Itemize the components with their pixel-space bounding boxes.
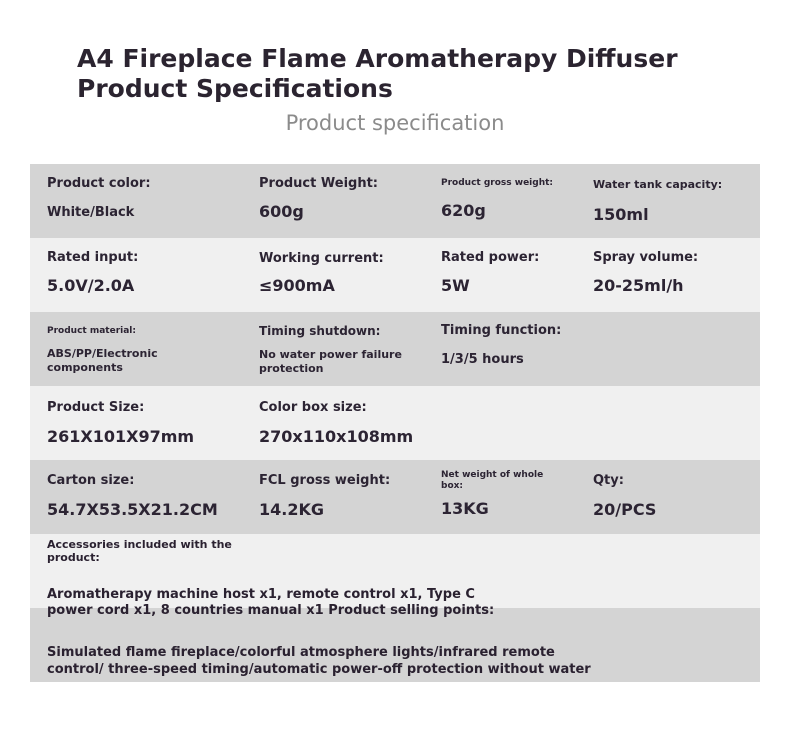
spec-cell-product-weight xyxy=(259,176,378,222)
spec-value: 20-25ml/h xyxy=(593,276,684,295)
spec-cell-product-color xyxy=(47,176,151,221)
spec-label: Water tank capacity: xyxy=(593,178,723,191)
spec-label: Product Size: xyxy=(47,400,145,415)
spec-cell-color-box-size xyxy=(259,400,413,447)
spec-cell-timing-function xyxy=(441,323,561,368)
spec-label: FCL gross weight: xyxy=(259,473,391,488)
spec-cell-timing-shutdown xyxy=(259,323,419,376)
spec-value: 600g xyxy=(259,202,304,221)
selling-points-text: Simulated flame fireplace/colorful atmosphere lights/infrared remote control/ three-speed timing/automatic power-off protection without water xyxy=(47,645,591,677)
spec-row-color-weight xyxy=(30,164,760,238)
spec-cell-spray-volume xyxy=(593,250,698,296)
spec-row-accessories xyxy=(30,534,760,682)
spec-cell-material xyxy=(47,326,207,375)
spec-cell-rated-power xyxy=(441,250,539,296)
spec-label: Qty: xyxy=(593,473,624,488)
spec-cell-fcl-gross-weight xyxy=(259,473,390,520)
spec-value: 20/PCS xyxy=(593,500,657,519)
spec-value: ≤900mA xyxy=(259,276,335,295)
spec-label: Timing shutdown: xyxy=(259,324,381,338)
spec-label: Carton size: xyxy=(47,473,135,488)
spec-value: White/Black xyxy=(47,205,135,220)
spec-value: 261X101X97mm xyxy=(47,427,195,446)
spec-label: Product material: xyxy=(47,326,136,336)
spec-label: Rated power: xyxy=(441,250,540,265)
spec-cell-rated-input xyxy=(47,250,138,296)
spec-value: 270x110x108mm xyxy=(259,427,414,446)
page-title: A4 Fireplace Flame Aromatherapy Diffuser Product Specifications xyxy=(77,44,678,103)
spec-cell-carton-size xyxy=(47,473,218,520)
spec-label: Product Weight: xyxy=(259,176,378,191)
spec-table xyxy=(30,164,760,682)
spec-row-electrical xyxy=(30,238,760,312)
spec-value: 1/3/5 hours xyxy=(441,352,524,367)
spec-value: No water power failure protection xyxy=(259,348,402,375)
spec-label: Product color: xyxy=(47,176,151,191)
spec-cell-working-current xyxy=(259,251,384,296)
spec-label: Working current: xyxy=(259,251,384,266)
spec-label: Color box size: xyxy=(259,400,367,415)
spec-cell-net-weight xyxy=(441,470,551,519)
spec-cell-gross-weight xyxy=(441,178,553,221)
spec-row-sizes xyxy=(30,386,760,460)
spec-label: Timing function: xyxy=(441,323,562,338)
spec-row-carton xyxy=(30,460,760,534)
spec-cell-product-size xyxy=(47,400,194,447)
spec-cell-qty xyxy=(593,473,656,520)
spec-label: Spray volume: xyxy=(593,250,699,265)
spec-value: 5.0V/2.0A xyxy=(47,276,135,295)
spec-value: 620g xyxy=(441,201,486,220)
spec-label: Rated input: xyxy=(47,250,139,265)
spec-value: 13KG xyxy=(441,499,489,518)
accessories-text: Aromatherapy machine host x1, remote control x1, Type C power cord x1, 8 countries manual x1 Product selling points: xyxy=(47,587,495,618)
spec-row-material-timing xyxy=(30,312,760,386)
spec-value: 150ml xyxy=(593,205,649,224)
spec-label: Net weight of whole box: xyxy=(441,470,544,491)
spec-value: 54.7X53.5X21.2CM xyxy=(47,500,218,519)
page-subtitle: Product specification xyxy=(285,111,505,135)
spec-cell-tank-capacity xyxy=(593,177,722,225)
spec-value: 5W xyxy=(441,276,470,295)
spec-value: 14.2KG xyxy=(259,500,325,519)
spec-label: Product gross weight: xyxy=(441,178,554,188)
spec-value: ABS/PP/Electronic components xyxy=(47,347,158,374)
accessories-label: Accessories included with the product: xyxy=(47,538,232,564)
